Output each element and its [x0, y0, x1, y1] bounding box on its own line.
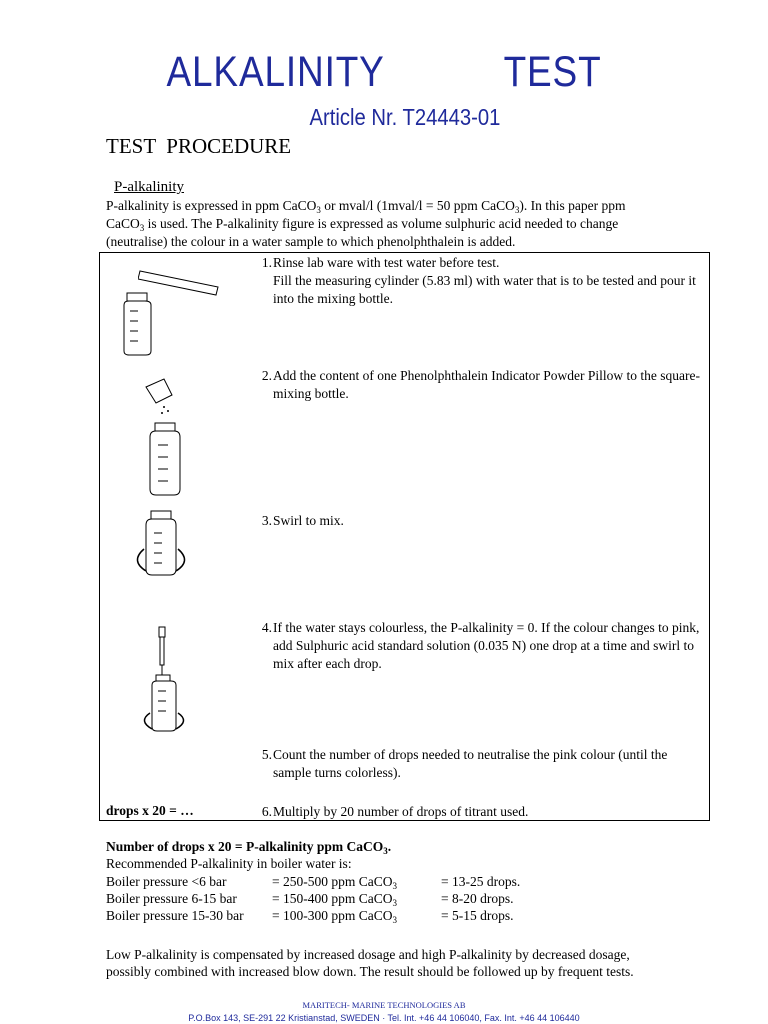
- step-text: If the water stays colourless, the P-alkalinity = 0. If the colour changes to pink, add Sulphuric acid standard solution (0.035 N) one drop at a time and swirl to mix after each drop.: [273, 620, 700, 671]
- step-6: [252, 803, 707, 821]
- step-number: 3.: [261, 513, 272, 528]
- step-1: [252, 254, 707, 308]
- table-row: Boiler pressure 6-15 bar = 150-400 ppm CaCO$_3$ = 8-20 drops.: [106, 891, 514, 908]
- powder-pillow-icon: [142, 377, 182, 417]
- table-row: Boiler pressure <6 bar = 250-500 ppm CaCO$_3$ = 13-25 drops.: [106, 874, 521, 891]
- step-number: 5.: [261, 747, 272, 762]
- recommended-line: Recommended P-alkalinity in boiler water is:: [106, 856, 352, 871]
- mixing-bottle-icon: [146, 421, 186, 497]
- mixing-bottle-icon: [120, 291, 156, 357]
- intro-paragraph: P-alkalinity is expressed in ppm CaCO$_3$ or mval/l (1mval/l = 50 ppm CaCO$_3$). In this paper ppm CaCO$_3$ is used. The P-alkalinity figure is expressed as volume sulphuric acid needed to change (neutralise) the colour in a water sample to which phenolphthalein is added.: [106, 198, 626, 249]
- formula-line: Number of drops x 20 = P-alkalinity ppm CaCO$_3$.: [106, 839, 392, 856]
- swirl-bottle-icon: [136, 673, 192, 735]
- step-number: 2.: [261, 368, 272, 383]
- closing-paragraph: Low P-alkalinity is compensated by increased dosage and high P-alkalinity by decreased dosage, possibly combined with increased blow down. The result should be followed up by frequent tests.: [106, 947, 634, 979]
- step-3: [252, 512, 707, 530]
- step-number: 4.: [261, 620, 272, 635]
- step-4: [252, 619, 707, 673]
- footer-company: MARITECH- MARINE TECHNOLOGIES AB: [302, 1000, 466, 1010]
- section-heading: TEST PROCEDURE: [106, 134, 292, 158]
- step-5: [252, 746, 707, 782]
- step-text: Rinse lab ware with test water before test. Fill the measuring cylinder (5.83 ml) with water that is to be tested and pour it into the mixing bottle.: [273, 255, 696, 306]
- document-title: ALKALINITY TEST: [166, 48, 602, 96]
- step-text: Add the content of one Phenolphthalein Indicator Powder Pillow to the square-mixing bottle.: [273, 368, 701, 401]
- step-number: 1.: [261, 255, 272, 270]
- footer-address: P.O.Box 143, SE-291 22 Kristianstad, SWEDEN · Tel. Int. +46 44 106040, Fax. Int. +46 44 106440: [188, 1013, 580, 1023]
- procedure-box: [99, 252, 710, 821]
- step-number: 6.: [261, 804, 272, 819]
- pressure-table: [106, 873, 520, 924]
- article-number: Article Nr. T24443-01: [309, 104, 501, 130]
- step-text: Count the number of drops needed to neutralise the pink colour (until the sample turns colorless).: [273, 747, 668, 780]
- drops-calculation-label: drops x 20 = …: [106, 803, 194, 818]
- dropper-icon: [154, 625, 170, 677]
- subsection-heading: P-alkalinity: [114, 179, 184, 195]
- step-2: [252, 367, 707, 403]
- table-row: Boiler pressure 15-30 bar = 100-300 ppm CaCO$_3$ = 5-15 drops.: [106, 908, 514, 925]
- step-text: Multiply by 20 number of drops of titrant used.: [273, 804, 529, 819]
- step-text: Swirl to mix.: [273, 513, 344, 528]
- swirl-bottle-icon: [126, 509, 196, 579]
